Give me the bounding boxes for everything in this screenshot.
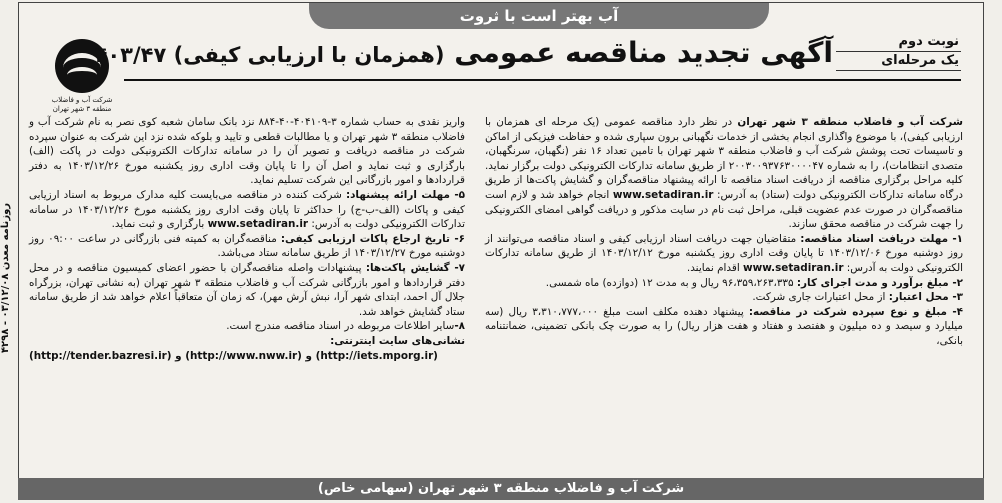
stage-label: یک مرحله‌ای bbox=[836, 52, 961, 71]
clause-paragraph bbox=[29, 115, 465, 188]
title-paren: (همزمان با ارزیابی کیفی) ۴۰۳/۴۷ bbox=[94, 43, 445, 67]
clause-text: از محل اعتبارات جاری شرکت. bbox=[752, 291, 889, 304]
clause-paragraph bbox=[485, 305, 963, 349]
website-links[interactable]: (http://tender.bazresi.ir) و (http://www.nww.ir) و (http://iets.mporg.ir) bbox=[29, 349, 438, 362]
newspaper-stamp: روزنامه معدن ۰۳/۱۲/۰۸ - ۴۲۹۸ bbox=[0, 202, 11, 354]
round-label: نوبت دوم bbox=[836, 33, 961, 52]
ad-frame bbox=[18, 2, 984, 500]
clause-heading: ۸- bbox=[454, 320, 465, 333]
clause-paragraph bbox=[485, 232, 963, 276]
clause-link[interactable]: www.setadiran.ir bbox=[207, 218, 309, 231]
round-tag bbox=[836, 33, 961, 71]
clause-heading: ۶- تاریخ ارجاع پاکات ارزیابی کیفی: bbox=[280, 232, 465, 245]
title-main: آگهی تجدید مناقصه عمومی bbox=[454, 36, 833, 69]
clause-text: پیشنهاد دهنده مکلف است مبلغ ۳،۳۱۰،۷۷۷،۰۰۰ ریال (سه میلیارد و سیصد و ده میلیون و هفتصد و هفتاد و هفت هزار ریال) را به صورت چک بانکی تضمینی، ضمانتنامه بانکی، bbox=[485, 305, 963, 347]
clause-text: شرکت کننده در مناقصه می‌بایست کلیه مدارک مربوط به اسناد ارزیابی کیفی و پاکات (الف-ب-ج) را حداکثر تا پایان وقت اداری روز یکشنبه مورخ ۱۴۰۳/۱۲/۲۶ در سامانه تدارکات الکترونیکی دولت به آدرس: bbox=[29, 188, 465, 231]
clause-heading: ۳- محل اعتبار: bbox=[888, 291, 963, 304]
clause-paragraph bbox=[29, 334, 465, 349]
clause-heading: نشانی‌های سایت اینترنتی: bbox=[330, 334, 465, 347]
clause-text: پیشنهادات واصله مناقصه‌گران با حضور اعضای کمیسیون مناقصه و در محل دفتر قراردادها و امور بازرگانی شرکت آب و فاضلاب منطقه ۳ شهر تهران (به نشانی تهران، بزرگراه جلال آل احمد، ابتدای شهر آرا، نبش آرش مهر)، که زمان آن متعاقباً اعلام خواهد شد از طریق سامانه ستاد گشایش خواهد شد. bbox=[29, 261, 465, 318]
logo-caption: شرکت آب و فاضلاب منطقه ۳ شهر تهران bbox=[51, 96, 113, 113]
footer-company: شرکت آب و فاضلاب منطقه ۳ شهر تهران (سهامی خاص) bbox=[18, 478, 984, 500]
clause-heading: شرکت آب و فاضلاب منطقه ۳ شهر تهران bbox=[737, 116, 963, 128]
side-strip bbox=[0, 130, 16, 430]
clause-text: مناقصه‌گران به کمیته فنی بازرگانی در ساعت ۰۹:۰۰ روز دوشنبه مورخ ۱۴۰۳/۱۲/۲۷ از طریق سامانه ستاد می‌باشد. bbox=[29, 232, 465, 260]
clause-heading: ۷- گشایش پاکت‌ها: bbox=[365, 261, 465, 274]
clause-heading: ۴- مبلغ و نوع سپرده شرکت در مناقصه: bbox=[748, 305, 963, 318]
clause-text: در نظر دارد مناقصه عمومی (یک مرحله ای همزمان با ارزیابی کیفی)، با موضوع واگذاری انجام بخشی از خدمات نگهبانی برون سپاری شده و حفاظت فیزیکی از اماکن و تاسیسات تحت پوشش شرکت آب و فاضلاب منطقه ۳ شهر تهران با تامین تعداد ۱۶ نفر (نگهبان، سرنگهبان، متصدی انتظامات)، را به شماره ۲۰۰۳۰۰۹۳۷۶۳۰۰۰۰۴۷ از طریق سامانه تدارکات الکترونیکی دولت برگزار نماید. کلیه مراحل برگزاری مناقصه از دریافت اسناد مناقصه تا ارائه پیشنهاد مناقصه‌گران و گشایش پاکت‌ها از طریق درگاه سامانه تدارکات الکترونیکی دولت (ستاد) به آدرس: bbox=[485, 116, 964, 201]
ad-title bbox=[94, 33, 833, 75]
clause-paragraph bbox=[29, 319, 465, 334]
right-column bbox=[485, 115, 963, 349]
clause-paragraph bbox=[485, 290, 963, 305]
slogan-band: آب بهتر است با ثروت bbox=[309, 3, 769, 29]
clause-text: متقاضیان جهت دریافت اسناد ارزیابی کیفی و اسناد مناقصه می‌توانند از روز دوشنبه مورخ ۱۴۰۳/۱۲/۰۶ تا پایان وقت اداری روز یکشنبه مورخ ۱۴۰۳/۱۲/۱۲ از طریق سامانه تدارکات الکترونیکی دولت به آدرس: bbox=[485, 232, 963, 274]
clause-paragraph bbox=[29, 261, 465, 319]
clause-heading: ۲- مبلغ برآورد و مدت اجرای کار: bbox=[796, 276, 963, 289]
clause-paragraph bbox=[29, 232, 465, 261]
clause-tail: انجام خواهد شد و لازم است مناقصه‌گران در صورت عدم عضویت قبلی، مراحل ثبت نام در سایت مذکور و دریافت گواهی امضای الکترونیکی را جهت شرکت در مناقصه محقق سازند. bbox=[485, 188, 963, 231]
clause-text: واریز نقدی به حساب شماره ۳-۴۰۴۱۰۹-۴۰-۸۸۴ نزد بانک سامان شعبه کوی نصر به نام شرکت آب و فاضلاب منطقه ۳ شهر تهران و یا مطالبات قطعی و تایید و بلوکه شده نزد این شرکت به عنوان سپرده شرکت در مناقصه دریافت و تصویر آن را در سامانه تدارکات الکترونیکی دولت در پاکت (الف) بارگزاری و ثبت نماید و اصل آن را تا پایان وقت اداری روز یکشنبه مورخ ۱۴۰۳/۱۲/۲۶ به دفتر قراردادها و امور بازرگانی این شرکت تسلیم نماید. bbox=[29, 116, 465, 187]
clause-paragraph bbox=[485, 276, 963, 291]
clause-heading: ۱- مهلت دریافت اسناد مناقصه: bbox=[800, 232, 963, 245]
clause-paragraph bbox=[29, 188, 465, 232]
title-divider bbox=[124, 79, 961, 81]
clause-text: سایر اطلاعات مربوطه در اسناد مناقصه مندرج است. bbox=[226, 320, 455, 333]
clause-text: ۹۶،۳۵۹،۲۶۳،۳۳۵ ریال و به مدت ۱۲ (دوازده) ماه شمسی. bbox=[545, 276, 797, 289]
clause-paragraph bbox=[485, 115, 963, 232]
clause-tail: اقدام نمایند. bbox=[686, 261, 744, 274]
clause-heading: ۵- مهلت ارائه پیشنهاد: bbox=[345, 188, 465, 201]
clause-link[interactable]: www.setadiran.ir bbox=[743, 261, 844, 274]
clause-link[interactable]: www.setadiran.ir bbox=[612, 188, 714, 201]
left-column bbox=[29, 115, 465, 363]
clause-tail: بارگزاری و ثبت نماید. bbox=[111, 218, 208, 231]
